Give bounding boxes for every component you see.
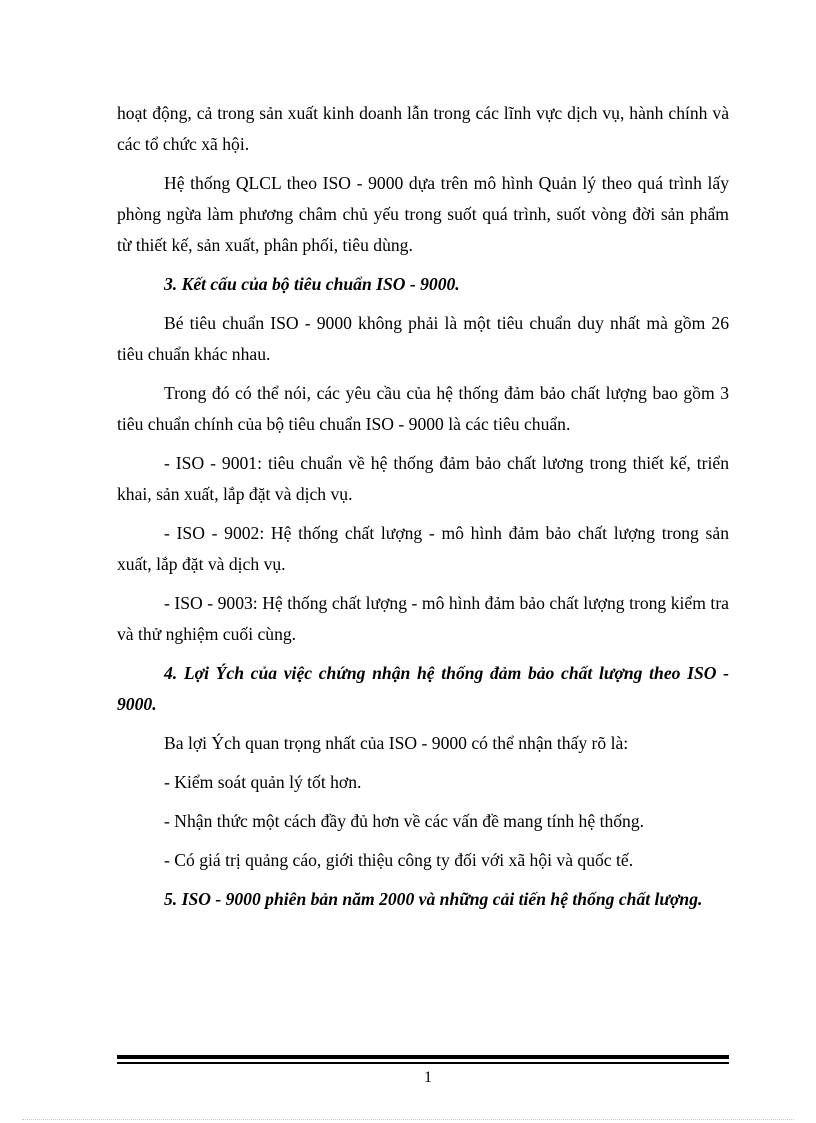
page-boundary-dots [22, 1119, 794, 1120]
paragraph-standards-count: Bé tiêu chuẩn ISO - 9000 không phải là một tiêu chuẩn duy nhất mà gồm 26 tiêu chuẩn khác nhau. [117, 313, 729, 364]
page-number: 1 [424, 1069, 432, 1086]
paragraph-benefits-intro: Ba lợi Ých quan trọng nhất của ISO - 9000 có thể nhận thấy rõ là: [164, 733, 629, 753]
list-item-benefit-2: - Nhận thức một cách đầy đủ hơn về các vấn đề mang tính hệ thống. [164, 811, 645, 831]
paragraph-main-standards: Trong đó có thể nói, các yêu cầu của hệ thống đảm bảo chất lượng bao gồm 3 tiêu chuẩn chính của bộ tiêu chuẩn ISO - 9000 là các tiêu chuẩn. [117, 383, 729, 434]
footer-rule-thick [117, 1055, 729, 1059]
section-heading-4: 4. Lợi Ých của việc chứng nhận hệ thống đảm bảo chất lượng theo ISO - 9000. [117, 663, 729, 714]
body-text [117, 98, 729, 923]
paragraph-continuation: hoạt động, cả trong sản xuất kinh doanh lẫn trong các lĩnh vực dịch vụ, hành chính và các tổ chức xã hội. [117, 103, 729, 154]
list-item-iso-9003: - ISO - 9003: Hệ thống chất lượng - mô hình đảm bảo chất lượng trong kiểm tra và thử nghiệm cuối cùng. [117, 593, 729, 644]
list-item-benefit-1: - Kiểm soát quản lý tốt hơn. [164, 772, 362, 792]
footer-rule-thin [117, 1062, 729, 1064]
section-heading-5: 5. ISO - 9000 phiên bản năm 2000 và những cải tiến hệ thống chất lượng. [164, 889, 703, 909]
section-heading-3: 3. Kết cấu của bộ tiêu chuẩn ISO - 9000. [164, 274, 460, 294]
list-item-iso-9001: - ISO - 9001: tiêu chuẩn về hệ thống đảm bảo chất lương trong thiết kế, triển khai, sản xuất, lắp đặt và dịch vụ. [117, 453, 729, 504]
list-item-iso-9002: - ISO - 9002: Hệ thống chất lượng - mô hình đảm bảo chất lượng trong sản xuất, lắp đặt và dịch vụ. [117, 523, 729, 574]
list-item-benefit-3: - Có giá trị quảng cáo, giới thiệu công ty đối với xã hội và quốc tế. [164, 850, 634, 870]
paragraph-qlcl-model: Hệ thống QLCL theo ISO - 9000 dựa trên mô hình Quản lý theo quá trình lấy phòng ngừa làm phương châm chủ yếu trong suốt quá trình, suốt vòng đời sản phẩm từ thiết kế, sản xuất, phân phối, tiêu dùng. [117, 173, 729, 255]
